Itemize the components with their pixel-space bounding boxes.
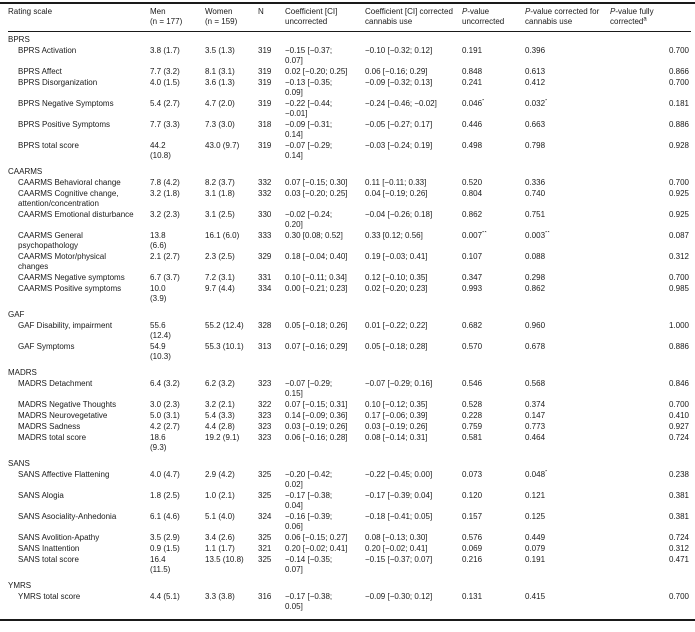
cell-scale: SANS Asociality-Anhedonia <box>18 512 117 521</box>
cell-coef_corr: −0.22 [−0.45; 0.00] <box>365 470 433 479</box>
cell-coef_corr: −0.05 [−0.27; 0.17] <box>365 120 433 129</box>
cell-women: 4.7 (2.0) <box>205 99 235 108</box>
row-caarms-motor-physical-changes <box>8 252 691 273</box>
cell-p_full: 0.381 <box>668 491 689 500</box>
cell-p_full: 0.238 <box>668 470 689 479</box>
column-header-p_corr: P-value corrected for cannabis use <box>525 7 600 26</box>
cell-n: 322 <box>258 400 272 409</box>
cell-men: 3.2 (1.8) <box>150 189 180 198</box>
cell-coef_unc: −0.20 [−0.42; 0.02] <box>285 470 333 489</box>
cell-coef_corr: 0.20 [−0.02; 0.41] <box>365 544 428 553</box>
cell-n: 325 <box>258 491 272 500</box>
cell-women: 5.1 (4.0) <box>205 512 235 521</box>
cell-p_full: 0.312 <box>668 544 689 553</box>
cell-scale: MADRS Sadness <box>18 422 81 431</box>
cell-p_corr: 0.125 <box>525 512 546 521</box>
cell-coef_corr: 0.03 [−0.19; 0.26] <box>365 422 428 431</box>
cell-scale: CAARMS Motor/physical changes <box>18 252 107 271</box>
cell-p_full: 0.700 <box>668 46 689 55</box>
cell-women: 6.2 (3.2) <box>205 379 235 388</box>
cell-men: 4.0 (4.7) <box>150 470 180 479</box>
cell-p_full: 0.886 <box>668 120 689 129</box>
cell-n: 332 <box>258 178 272 187</box>
cell-men: 3.2 (2.3) <box>150 210 180 219</box>
cell-men: 7.7 (3.2) <box>150 67 180 76</box>
cell-p_full: 0.700 <box>668 78 689 87</box>
cell-n: 334 <box>258 284 272 293</box>
cell-men: 13.8 (6.6) <box>150 231 167 250</box>
cell-p_corr: 0.773 <box>525 422 546 431</box>
cell-women: 3.4 (2.6) <box>205 533 235 542</box>
row-bprs-affect <box>8 67 691 78</box>
cell-coef_corr: 0.10 [−0.12; 0.35] <box>365 400 428 409</box>
results-table <box>0 2 695 621</box>
row-bprs-negative-symptoms <box>8 99 691 120</box>
cell-coef_unc: 0.00 [−0.21; 0.23] <box>285 284 348 293</box>
row-bprs-total-score <box>8 141 691 162</box>
cell-coef_unc: −0.07 [−0.29; 0.14] <box>285 141 333 160</box>
column-header-p_full: P-value fully corrected$^a$ <box>610 7 654 26</box>
cell-coef_unc: 0.18 [−0.04; 0.40] <box>285 252 348 261</box>
cell-men: 4.4 (5.1) <box>150 592 180 601</box>
cell-p_corr: 0.464 <box>525 433 546 442</box>
cell-p_unc: 0.241 <box>462 78 483 87</box>
row-sans-asociality-anhedonia <box>8 512 691 533</box>
group-header-bprs: BPRS <box>8 35 30 44</box>
cell-p_unc: 0.682 <box>462 321 483 330</box>
significance-asterisk: * <box>545 470 548 476</box>
cell-n: 313 <box>258 342 272 351</box>
cell-n: 323 <box>258 411 272 420</box>
cell-n: 318 <box>258 120 272 129</box>
group-header-madrs: MADRS <box>8 368 37 377</box>
cell-p_corr: 0.147 <box>525 411 546 420</box>
cell-scale: SANS total score <box>18 555 79 564</box>
cell-scale: BPRS Affect <box>18 67 62 76</box>
cell-women: 1.0 (2.1) <box>205 491 235 500</box>
significance-asterisk: ** <box>482 231 487 237</box>
row-bprs-disorganization <box>8 78 691 99</box>
cell-coef_corr: 0.06 [−0.16; 0.29] <box>365 67 428 76</box>
cell-men: 4.0 (1.5) <box>150 78 180 87</box>
column-header-n: N <box>258 7 264 16</box>
cell-men: 1.8 (2.5) <box>150 491 180 500</box>
cell-n: 325 <box>258 470 272 479</box>
cell-n: 319 <box>258 67 272 76</box>
cell-coef_corr: −0.18 [−0.41; 0.05] <box>365 512 433 521</box>
cell-n: 325 <box>258 555 272 564</box>
cell-coef_unc: 0.30 [0.08; 0.52] <box>285 231 343 240</box>
cell-scale: SANS Alogia <box>18 491 64 500</box>
cell-women: 3.1 (1.8) <box>205 189 235 198</box>
cell-scale: SANS Affective Flattening <box>18 470 110 479</box>
cell-scale: BPRS Disorganization <box>18 78 98 87</box>
cell-scale: BPRS Positive Symptoms <box>18 120 111 129</box>
row-bprs-activation <box>8 46 691 67</box>
cell-scale: CAARMS Negative symptoms <box>18 273 125 282</box>
cell-men: 6.1 (4.6) <box>150 512 180 521</box>
cell-coef_corr: −0.03 [−0.24; 0.19] <box>365 141 433 150</box>
cell-women: 16.1 (6.0) <box>205 231 240 240</box>
cell-coef_corr: 0.02 [−0.20; 0.23] <box>365 284 428 293</box>
cell-scale: GAF Symptoms <box>18 342 75 351</box>
cell-p_full: 0.724 <box>668 533 689 542</box>
row-gaf-symptoms <box>8 342 691 363</box>
cell-n: 328 <box>258 321 272 330</box>
cell-p_full: 0.846 <box>668 379 689 388</box>
cell-women: 8.2 (3.7) <box>205 178 235 187</box>
cell-men: 7.7 (3.3) <box>150 120 180 129</box>
cell-p_unc: 0.120 <box>462 491 483 500</box>
cell-coef_corr: −0.10 [−0.32; 0.12] <box>365 46 433 55</box>
cell-women: 2.3 (2.5) <box>205 252 235 261</box>
cell-coef_unc: −0.16 [−0.39; 0.06] <box>285 512 333 531</box>
cell-p_unc: 0.228 <box>462 411 483 420</box>
cell-coef_corr: −0.04 [−0.26; 0.18] <box>365 210 433 219</box>
cell-coef_corr: 0.01 [−0.22; 0.22] <box>365 321 428 330</box>
column-header-women: Women (n = 159) <box>205 7 238 26</box>
cell-p_unc: 0.191 <box>462 46 483 55</box>
cell-men: 6.4 (3.2) <box>150 379 180 388</box>
cell-p_full: 0.087 <box>668 231 689 240</box>
cell-n: 323 <box>258 379 272 388</box>
cell-p_unc: 0.546 <box>462 379 483 388</box>
cell-p_corr: 0.613 <box>525 67 546 76</box>
cell-n: 319 <box>258 99 272 108</box>
cell-p_full: 0.700 <box>668 178 689 187</box>
cell-coef_corr: 0.08 [−0.14; 0.31] <box>365 433 428 442</box>
cell-p_corr: 0.412 <box>525 78 546 87</box>
cell-scale: CAARMS Cognitive change, attention/concentration <box>18 189 119 208</box>
cell-n: 329 <box>258 252 272 261</box>
cell-scale: SANS Avolition-Apathy <box>18 533 100 542</box>
row-ymrs-total-score <box>8 592 691 613</box>
cell-p_unc: 0.107 <box>462 252 483 261</box>
row-madrs-total-score <box>8 433 691 454</box>
cell-women: 43.0 (9.7) <box>205 141 240 150</box>
cell-coef_unc: −0.09 [−0.31; 0.14] <box>285 120 333 139</box>
cell-p_corr: 0.960 <box>525 321 546 330</box>
cell-p_corr: 0.191 <box>525 555 546 564</box>
row-madrs-negative-thoughts <box>8 400 691 411</box>
cell-coef_unc: −0.17 [−0.38; 0.04] <box>285 491 333 510</box>
row-bprs-positive-symptoms <box>8 120 691 141</box>
cell-men: 7.8 (4.2) <box>150 178 180 187</box>
cell-coef_corr: 0.19 [−0.03; 0.41] <box>365 252 428 261</box>
cell-p_corr: 0.003** <box>525 231 550 240</box>
cell-coef_corr: 0.33 [0.12; 0.56] <box>365 231 423 240</box>
cell-p_full: 0.928 <box>668 141 689 150</box>
cell-men: 55.6 (12.4) <box>150 321 171 340</box>
cell-men: 5.0 (3.1) <box>150 411 180 420</box>
row-caarms-positive-symptoms <box>8 284 691 305</box>
cell-n: 333 <box>258 231 272 240</box>
cell-scale: BPRS Activation <box>18 46 77 55</box>
cell-p_unc: 0.576 <box>462 533 483 542</box>
cell-women: 5.4 (3.3) <box>205 411 235 420</box>
cell-p_corr: 0.396 <box>525 46 546 55</box>
cell-scale: CAARMS General psychopathology <box>18 231 83 250</box>
cell-coef_unc: 0.14 [−0.09; 0.36] <box>285 411 348 420</box>
column-header-men: Men (n = 177) <box>150 7 183 26</box>
cell-men: 18.6 (9.3) <box>150 433 167 452</box>
cell-men: 0.9 (1.5) <box>150 544 180 553</box>
cell-women: 2.9 (4.2) <box>205 470 235 479</box>
cell-p_unc: 0.581 <box>462 433 483 442</box>
cell-women: 7.3 (3.0) <box>205 120 235 129</box>
cell-men: 16.4 (11.5) <box>150 555 171 574</box>
cell-coef_corr: 0.12 [−0.10; 0.35] <box>365 273 428 282</box>
cell-p_full: 0.700 <box>668 273 689 282</box>
cell-p_corr: 0.678 <box>525 342 546 351</box>
cell-p_full: 0.927 <box>668 422 689 431</box>
cell-p_unc: 0.848 <box>462 67 483 76</box>
row-sans-inattention <box>8 544 691 555</box>
cell-p_full: 0.181 <box>668 99 689 108</box>
cell-n: 324 <box>258 512 272 521</box>
row-sans-alogia <box>8 491 691 512</box>
cell-coef_corr: −0.17 [−0.39; 0.04] <box>365 491 433 500</box>
cell-p_corr: 0.121 <box>525 491 546 500</box>
cell-p_unc: 0.446 <box>462 120 483 129</box>
cell-p_corr: 0.568 <box>525 379 546 388</box>
cell-coef_unc: 0.06 [−0.15; 0.27] <box>285 533 348 542</box>
cell-men: 2.1 (2.7) <box>150 252 180 261</box>
cell-p_full: 1.000 <box>668 321 689 330</box>
cell-coef_unc: −0.02 [−0.24; 0.20] <box>285 210 333 229</box>
cell-coef_corr: 0.17 [−0.06; 0.39] <box>365 411 428 420</box>
group-header-ymrs: YMRS <box>8 581 32 590</box>
row-caarms-behavioral-change <box>8 178 691 189</box>
cell-coef_unc: 0.07 [−0.15; 0.30] <box>285 178 348 187</box>
group-header-sans: SANS <box>8 459 30 468</box>
cell-coef_corr: 0.08 [−0.13; 0.30] <box>365 533 428 542</box>
row-madrs-detachment <box>8 379 691 400</box>
row-sans-total-score <box>8 555 691 576</box>
row-caarms-emotional-disturbance <box>8 210 691 231</box>
significance-asterisk: * <box>545 99 548 105</box>
cell-men: 10.0 (3.9) <box>150 284 167 303</box>
cell-men: 3.0 (2.3) <box>150 400 180 409</box>
cell-men: 44.2 (10.8) <box>150 141 171 160</box>
cell-scale: CAARMS Positive symptoms <box>18 284 122 293</box>
cell-men: 5.4 (2.7) <box>150 99 180 108</box>
cell-coef_unc: 0.07 [−0.16; 0.29] <box>285 342 348 351</box>
cell-p_corr: 0.663 <box>525 120 546 129</box>
column-header-coef_corr: Coefficient [CI] corrected cannabis use <box>365 7 453 26</box>
cell-p_full: 0.866 <box>668 67 689 76</box>
row-madrs-neurovegetative <box>8 411 691 422</box>
table-header-row <box>8 7 691 32</box>
cell-p_unc: 0.216 <box>462 555 483 564</box>
cell-p_unc: 0.131 <box>462 592 483 601</box>
cell-scale: YMRS total score <box>18 592 81 601</box>
cell-coef_corr: −0.15 [−0.37; 0.07] <box>365 555 433 564</box>
cell-n: 330 <box>258 210 272 219</box>
cell-men: 54.9 (10.3) <box>150 342 171 361</box>
cell-p_unc: 0.347 <box>462 273 483 282</box>
cell-p_unc: 0.993 <box>462 284 483 293</box>
cell-p_corr: 0.374 <box>525 400 546 409</box>
cell-coef_unc: 0.05 [−0.18; 0.26] <box>285 321 348 330</box>
cell-p_full: 0.410 <box>668 411 689 420</box>
cell-coef_unc: 0.10 [−0.11; 0.34] <box>285 273 347 282</box>
cell-p_unc: 0.520 <box>462 178 483 187</box>
cell-coef_unc: −0.14 [−0.35; 0.07] <box>285 555 333 574</box>
cell-p_full: 0.700 <box>668 400 689 409</box>
cell-coef_unc: −0.13 [−0.35; 0.09] <box>285 78 333 97</box>
row-madrs-sadness <box>8 422 691 433</box>
cell-p_full: 0.925 <box>668 189 689 198</box>
cell-coef_corr: −0.09 [−0.32; 0.13] <box>365 78 433 87</box>
cell-n: 331 <box>258 273 272 282</box>
cell-p_full: 0.700 <box>668 592 689 601</box>
column-header-p_unc: P-value uncorrected <box>462 7 505 26</box>
cell-women: 3.5 (1.3) <box>205 46 235 55</box>
cell-men: 3.5 (2.9) <box>150 533 180 542</box>
cell-scale: SANS Inattention <box>18 544 80 553</box>
cell-women: 3.2 (2.1) <box>205 400 235 409</box>
cell-coef_corr: −0.07 [−0.29; 0.16] <box>365 379 433 388</box>
cell-n: 319 <box>258 78 272 87</box>
cell-scale: CAARMS Behavioral change <box>18 178 121 187</box>
row-sans-affective-flattening <box>8 470 691 491</box>
cell-p_corr: 0.862 <box>525 284 546 293</box>
cell-scale: MADRS Neurovegetative <box>18 411 108 420</box>
cell-p_corr: 0.088 <box>525 252 546 261</box>
cell-coef_unc: −0.22 [−0.44; −0.01] <box>285 99 333 118</box>
group-header-gaf: GAF <box>8 310 25 319</box>
cell-p_corr: 0.798 <box>525 141 546 150</box>
cell-p_full: 0.724 <box>668 433 689 442</box>
cell-p_unc: 0.069 <box>462 544 483 553</box>
cell-p_full: 0.312 <box>668 252 689 261</box>
cell-n: 323 <box>258 433 272 442</box>
cell-p_corr: 0.449 <box>525 533 546 542</box>
cell-women: 7.2 (3.1) <box>205 273 235 282</box>
cell-n: 325 <box>258 533 272 542</box>
cell-coef_corr: 0.04 [−0.19; 0.26] <box>365 189 428 198</box>
cell-coef_corr: −0.09 [−0.30; 0.12] <box>365 592 433 601</box>
cell-women: 4.4 (2.8) <box>205 422 235 431</box>
table-body <box>8 32 691 613</box>
cell-p_corr: 0.751 <box>525 210 546 219</box>
cell-n: 332 <box>258 189 272 198</box>
cell-women: 3.1 (2.5) <box>205 210 235 219</box>
row-caarms-cognitive-change-attention-concentration <box>8 189 691 210</box>
cell-p_full: 0.471 <box>668 555 689 564</box>
cell-scale: MADRS total score <box>18 433 87 442</box>
cell-p_unc: 0.157 <box>462 512 483 521</box>
row-sans-avolition-apathy <box>8 533 691 544</box>
cell-coef_corr: 0.05 [−0.18; 0.28] <box>365 342 428 351</box>
cell-women: 9.7 (4.4) <box>205 284 235 293</box>
cell-p_unc: 0.007** <box>462 231 487 240</box>
cell-p_corr: 0.079 <box>525 544 546 553</box>
cell-coef_unc: −0.15 [−0.37; 0.07] <box>285 46 333 65</box>
cell-n: 319 <box>258 141 272 150</box>
cell-p_corr: 0.415 <box>525 592 546 601</box>
group-header-caarms: CAARMS <box>8 167 43 176</box>
cell-men: 3.8 (1.7) <box>150 46 180 55</box>
cell-scale: BPRS Negative Symptoms <box>18 99 114 108</box>
cell-women: 3.3 (3.8) <box>205 592 235 601</box>
cell-men: 6.7 (3.7) <box>150 273 180 282</box>
cell-p_full: 0.985 <box>668 284 689 293</box>
cell-scale: MADRS Detachment <box>18 379 93 388</box>
cell-p_full: 0.925 <box>668 210 689 219</box>
cell-p_unc: 0.498 <box>462 141 483 150</box>
cell-women: 55.3 (10.1) <box>205 342 244 351</box>
cell-coef_unc: 0.20 [−0.02; 0.41] <box>285 544 348 553</box>
row-caarms-general-psychopathology <box>8 231 691 252</box>
cell-p_corr: 0.048* <box>525 470 548 479</box>
cell-p_corr: 0.336 <box>525 178 546 187</box>
cell-coef_unc: 0.03 [−0.20; 0.25] <box>285 189 348 198</box>
cell-men: 4.2 (2.7) <box>150 422 180 431</box>
cell-p_corr: 0.740 <box>525 189 546 198</box>
cell-coef_corr: −0.24 [−0.46; −0.02] <box>365 99 437 108</box>
cell-p_unc: 0.759 <box>462 422 483 431</box>
cell-women: 8.1 (3.1) <box>205 67 235 76</box>
significance-asterisk: * <box>482 99 485 105</box>
cell-coef_unc: 0.06 [−0.16; 0.28] <box>285 433 348 442</box>
cell-p_full: 0.381 <box>668 512 689 521</box>
cell-scale: GAF Disability, impairment <box>18 321 113 330</box>
cell-coef_unc: 0.02 [−0.20; 0.25] <box>285 67 348 76</box>
cell-coef_corr: 0.11 [−0.11; 0.33] <box>365 178 427 187</box>
significance-asterisk: ** <box>545 231 550 237</box>
cell-p_corr: 0.032* <box>525 99 548 108</box>
footnote-marker: a <box>643 16 647 23</box>
cell-scale: BPRS total score <box>18 141 79 150</box>
cell-p_unc: 0.046* <box>462 99 485 108</box>
cell-scale: MADRS Negative Thoughts <box>18 400 117 409</box>
column-header-coef_unc: Coefficient [CI] uncorrected <box>285 7 338 26</box>
cell-n: 316 <box>258 592 272 601</box>
cell-scale: CAARMS Emotional disturbance <box>18 210 134 219</box>
cell-p_unc: 0.862 <box>462 210 483 219</box>
cell-n: 323 <box>258 422 272 431</box>
cell-p_corr: 0.298 <box>525 273 546 282</box>
cell-women: 55.2 (12.4) <box>205 321 244 330</box>
cell-n: 321 <box>258 544 272 553</box>
cell-p_full: 0.886 <box>668 342 689 351</box>
cell-women: 19.2 (9.1) <box>205 433 240 442</box>
column-header-scale: Rating scale <box>8 7 53 16</box>
cell-coef_unc: 0.07 [−0.15; 0.31] <box>285 400 348 409</box>
cell-women: 13.5 (10.8) <box>205 555 244 564</box>
cell-n: 319 <box>258 46 272 55</box>
cell-p_unc: 0.528 <box>462 400 483 409</box>
row-gaf-disability-impairment <box>8 321 691 342</box>
cell-coef_unc: 0.03 [−0.19; 0.26] <box>285 422 348 431</box>
cell-p_unc: 0.804 <box>462 189 483 198</box>
row-caarms-negative-symptoms <box>8 273 691 284</box>
cell-p_unc: 0.073 <box>462 470 483 479</box>
cell-coef_unc: −0.17 [−0.38; 0.05] <box>285 592 333 611</box>
cell-p_unc: 0.570 <box>462 342 483 351</box>
cell-women: 3.6 (1.3) <box>205 78 235 87</box>
cell-women: 1.1 (1.7) <box>205 544 235 553</box>
cell-coef_unc: −0.07 [−0.29; 0.15] <box>285 379 333 398</box>
